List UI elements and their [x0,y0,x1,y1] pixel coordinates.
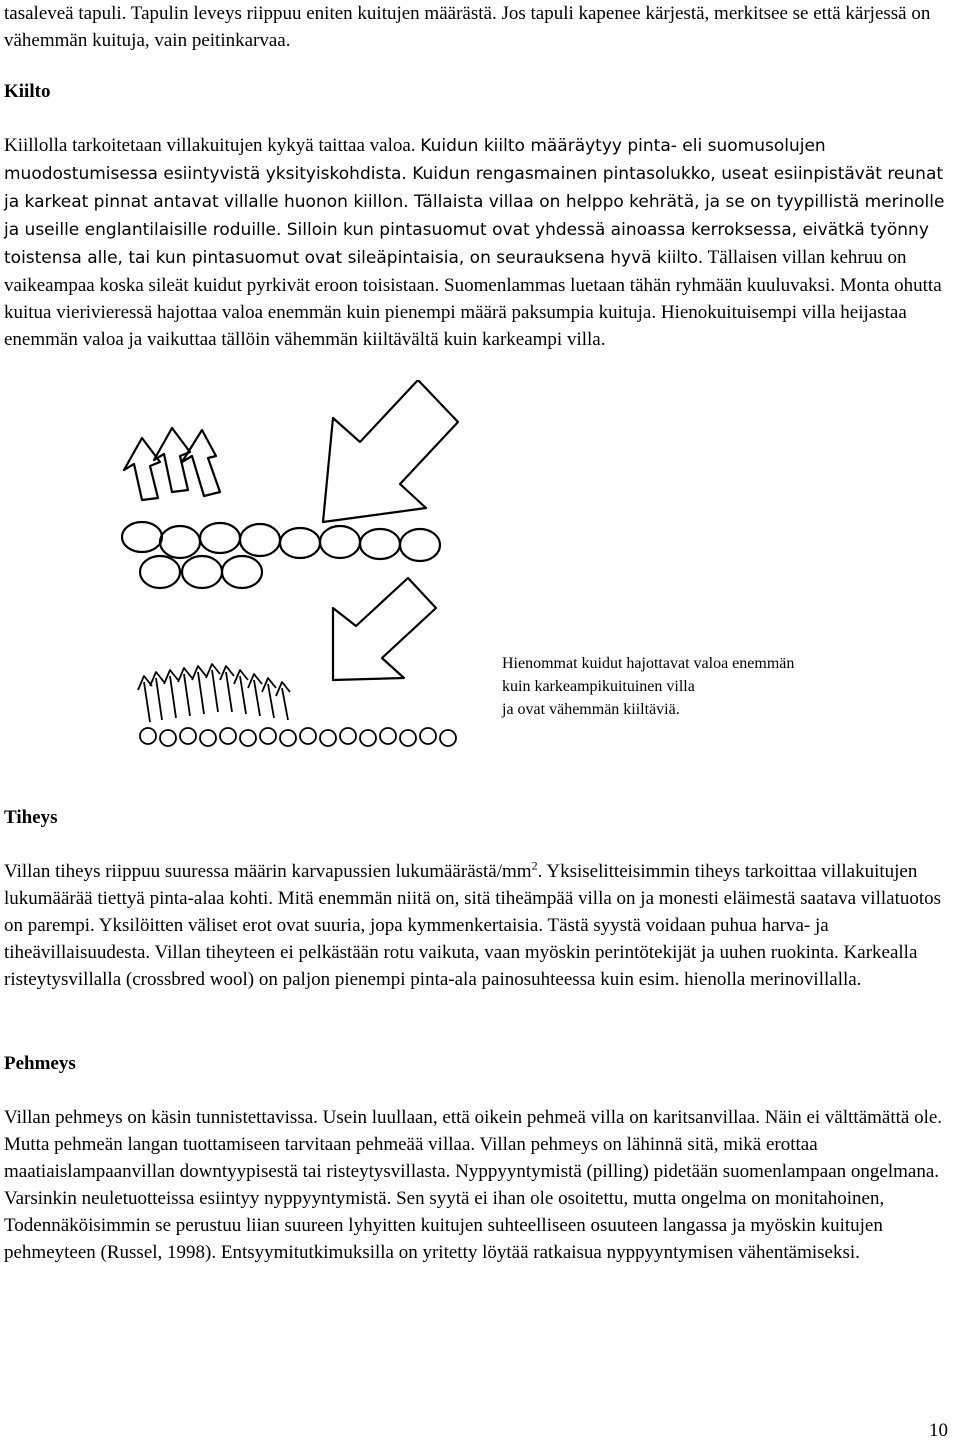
kiilto-text-3: Tällaisen villan kehruu on vaikeampaa koska sileät kuidut pyrkivät eroon toisistaan. Suomenlammas luetaan tähän ryhmään kuuluvaksi. Monta ohutta kuitua vierivieressä hajottaa valoa enemmän kuin pienempi määrä paksumpia kuituja. Hienokuituisempi villa heijastaa enemmän valoa ja vaikuttaa tällöin vähemmän kiiltävältä kuin karkeampi villa. [4,247,942,350]
tiheys-text-1: Villan tiheys riippuu suuressa määrin karvapussien lukumäärästä/mm [4,861,532,882]
superscript: 2 [531,858,538,873]
intro-paragraph: tasaleveä tapuli. Tapulin leveys riippuu eniten kuitujen määrästä. Jos tapuli kapenee kärjestä, merkitsee se että kärjessä on vähemmän kuituja, vain peitinkarvaa. [4,3,931,51]
caption-line: ja ovat vähemmän kiiltäviä. [502,701,680,718]
kiilto-text-2: Kuidun kiilto määräytyy pinta- eli suomusolujen muodostumisessa esiintyvistä yksityiskohdista. Kuidun rengasmainen pintasolukko, useat esiinpistävät reunat ja karkeat pinnat antavat villalle huonon kiillon. Tällaista villaa on helppo kehrätä, ja se on tyypillistä merinolle ja useille englantilaisille roduille. Silloin kun pintasuomut ovat yhdessä ainoassa kerroksessa, eivätkä työnny toistensa alle, tai kun pintasuomut ovat sileäpintaisia, on seurauksena hyvä kiilto. [4,136,945,268]
fine-reflected-arrows [138,664,290,722]
reflected-arrow-1 [124,438,160,500]
kiilto-paragraph [4,132,952,353]
section-heading-pehmeys: Pehmeys [4,1053,76,1074]
tiheys-paragraph [4,858,952,993]
tiheys-text-2: . Yksiselitteisimmin tiheys tarkoittaa villakuitujen lukumäärää tiettyä pinta-alaa kohti. Mitä enemmän niitä on, sitä tiheämpää villa on ja monesti eläimestä saatava villatuotos on parempi. Yksilöitten väliset erot ovat suuria, jopa kymmenkertaisia. Tästä syystä voidaan puhua harva- ja tiheävillaisuudesta. Villan tiheyteen ei pelkästään rotu vaikuta, vaan myöskin perintötekijät ja uuhen ruokinta. Karkealla risteytysvillalla (crossbred wool) on paljon pienempi pinta-ala painosuhteessa kuin esim. hienolla merinovillalla. [4,861,942,990]
kiilto-text-1: Kiillolla tarkoitetaan villakuitujen kykyä taittaa valoa. [4,135,421,156]
pehmeys-paragraph: Villan pehmeys on käsin tunnistettavissa. Usein luullaan, että oikein pehmeä villa on karitsanvillaa. Näin ei välttämättä ole. Mutta pehmeän langan tuottamiseen tarvitaan pehmeää villaa. Villan pehmeys on lähinnä sitä, mikä erottaa maatiaislampaanvillan downtyypisestä tai risteytysvillasta. Nyppyyntymistä (pilling) pidetään suomenlampaan ongelmana. Varsinkin neuletuotteissa esiintyy nyppyyntymistä. Sen syytä ei ihan ole osoitettu, mutta ongelma on monitahoinen, Todennäköisimmin se perustuu liian suureen lyhyitten kuitujen suhteelliseen osuuteen langassa ja myöskin kuitujen pehmeyteen (Russel, 1998). Entsyymitutkimuksilla on yritetty löytää ratkaisua nyppyyntymisen vähentämiseksi. [4,1107,943,1263]
section-heading-tiheys: Tiheys [4,807,58,828]
incoming-light-arrow-top [323,380,458,522]
caption-line: Hienommat kuidut hajottavat valoa enemmän [502,655,795,672]
incoming-light-arrow-bottom [333,578,436,680]
figure-caption [502,652,942,721]
coarse-fiber-row [122,522,440,588]
page-number: 10 [929,1420,948,1441]
caption-line: kuin karkeampikuituinen villa [502,678,695,695]
section-heading-kiilto: Kiilto [4,81,51,102]
fiber-luster-illustration [120,380,500,765]
fine-fiber-row [140,728,456,746]
